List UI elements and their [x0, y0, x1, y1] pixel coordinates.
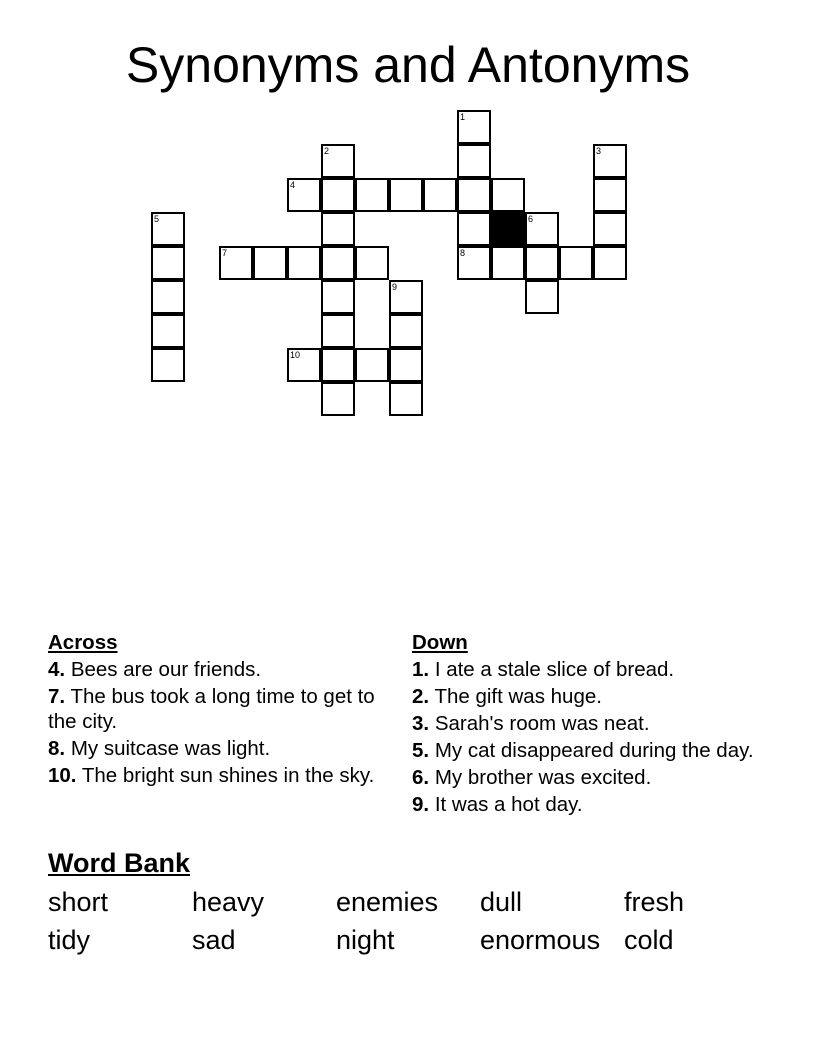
- answer-cell[interactable]: [287, 178, 321, 212]
- down-clue: [412, 792, 757, 817]
- answer-cell[interactable]: [389, 382, 423, 416]
- clue-number: 10.: [48, 764, 77, 787]
- down-clue: [412, 711, 757, 736]
- answer-cell[interactable]: [491, 246, 525, 280]
- answer-cell[interactable]: [287, 348, 321, 382]
- across-clue: [48, 736, 393, 761]
- clue-number: 6.: [412, 766, 430, 789]
- answer-cell[interactable]: [457, 246, 491, 280]
- answer-cell[interactable]: [559, 246, 593, 280]
- clue-number: 7.: [48, 685, 66, 708]
- clue-number-label: 3: [596, 146, 602, 156]
- answer-cell[interactable]: [593, 212, 627, 246]
- across-clue: [48, 657, 393, 682]
- word-bank-word: dull: [480, 887, 523, 917]
- answer-cell[interactable]: [525, 280, 559, 314]
- answer-cell[interactable]: [321, 280, 355, 314]
- clue-number-label: 6: [528, 214, 534, 224]
- black-square: [491, 212, 525, 246]
- answer-cell[interactable]: [219, 246, 253, 280]
- answer-cell[interactable]: [321, 178, 355, 212]
- clue-text: It was a hot day.: [434, 793, 583, 816]
- answer-cell[interactable]: [457, 212, 491, 246]
- across-clue: [48, 684, 393, 734]
- answer-cell[interactable]: [457, 144, 491, 178]
- across-clue: [48, 763, 393, 788]
- clue-number-label: 8: [460, 248, 466, 258]
- down-clue: [412, 684, 757, 709]
- down-clue: [412, 765, 757, 790]
- clue-number-label: 10: [290, 350, 301, 360]
- word-bank: [48, 845, 768, 959]
- answer-cell[interactable]: [321, 348, 355, 382]
- clue-number: 4.: [48, 658, 66, 681]
- answer-cell[interactable]: [355, 348, 389, 382]
- answer-cell[interactable]: [389, 178, 423, 212]
- clue-number-label: 2: [324, 146, 330, 156]
- crossword-grid: [0, 0, 816, 440]
- answer-cell[interactable]: [287, 246, 321, 280]
- word-bank-word: short: [48, 887, 109, 917]
- page-title: Synonyms and Antonyms: [125, 37, 691, 93]
- word-bank-word: cold: [624, 925, 674, 955]
- answer-cell[interactable]: [355, 246, 389, 280]
- answer-cell[interactable]: [355, 178, 389, 212]
- answer-cell[interactable]: [423, 178, 457, 212]
- down-heading: Down: [412, 631, 468, 654]
- answer-cell[interactable]: [151, 246, 185, 280]
- word-bank-list: [48, 883, 768, 959]
- answer-cell[interactable]: [525, 212, 559, 246]
- clue-text: My cat disappeared during the day.: [434, 739, 754, 762]
- word-bank-word: sad: [192, 925, 236, 955]
- clue-number-label: 5: [154, 214, 160, 224]
- clue-text: My suitcase was light.: [70, 737, 271, 760]
- clue-number: 8.: [48, 737, 66, 760]
- clue-text: The gift was huge.: [434, 685, 602, 708]
- answer-cell[interactable]: [593, 246, 627, 280]
- answer-cell[interactable]: [253, 246, 287, 280]
- answer-cell[interactable]: [321, 144, 355, 178]
- answer-cell[interactable]: [593, 144, 627, 178]
- clue-text: The bright sun shines in the sky.: [81, 764, 375, 787]
- down-clues: [412, 630, 757, 819]
- answer-cell[interactable]: [321, 212, 355, 246]
- answer-cell[interactable]: [389, 348, 423, 382]
- clue-number: 2.: [412, 685, 430, 708]
- word-bank-word: heavy: [192, 887, 265, 917]
- clue-number-label: 1: [460, 112, 466, 122]
- answer-cell[interactable]: [389, 280, 423, 314]
- answer-cell[interactable]: [151, 348, 185, 382]
- down-clue: [412, 657, 757, 682]
- answer-cell[interactable]: [151, 280, 185, 314]
- answer-cell[interactable]: [389, 314, 423, 348]
- answer-cell[interactable]: [457, 110, 491, 144]
- clue-text: Sarah's room was neat.: [434, 712, 650, 735]
- word-bank-word: night: [336, 925, 395, 955]
- word-bank-word: enormous: [480, 925, 601, 955]
- answer-cell[interactable]: [151, 212, 185, 246]
- clue-number: 9.: [412, 793, 430, 816]
- answer-cell[interactable]: [457, 178, 491, 212]
- across-heading: Across: [48, 631, 118, 654]
- clue-number-label: 7: [222, 248, 228, 258]
- down-clue: [412, 738, 757, 763]
- answer-cell[interactable]: [321, 382, 355, 416]
- across-clues: [48, 630, 393, 790]
- clue-number: 1.: [412, 658, 430, 681]
- word-bank-word: enemies: [336, 887, 439, 917]
- answer-cell[interactable]: [525, 246, 559, 280]
- word-bank-word: tidy: [48, 925, 91, 955]
- answer-cell[interactable]: [321, 246, 355, 280]
- clue-number: 5.: [412, 739, 430, 762]
- answer-cell[interactable]: [151, 314, 185, 348]
- clue-text: The bus took a long time to get to the city.: [48, 685, 375, 733]
- clue-text: My brother was excited.: [434, 766, 652, 789]
- clue-number: 3.: [412, 712, 430, 735]
- clue-number-label: 4: [290, 180, 296, 190]
- clue-text: I ate a stale slice of bread.: [434, 658, 675, 681]
- clue-text: Bees are our friends.: [70, 658, 262, 681]
- word-bank-word: fresh: [624, 887, 685, 917]
- clue-number-label: 9: [392, 282, 398, 292]
- answer-cell[interactable]: [491, 178, 525, 212]
- answer-cell[interactable]: [593, 178, 627, 212]
- word-bank-heading: Word Bank: [48, 848, 191, 878]
- answer-cell[interactable]: [321, 314, 355, 348]
